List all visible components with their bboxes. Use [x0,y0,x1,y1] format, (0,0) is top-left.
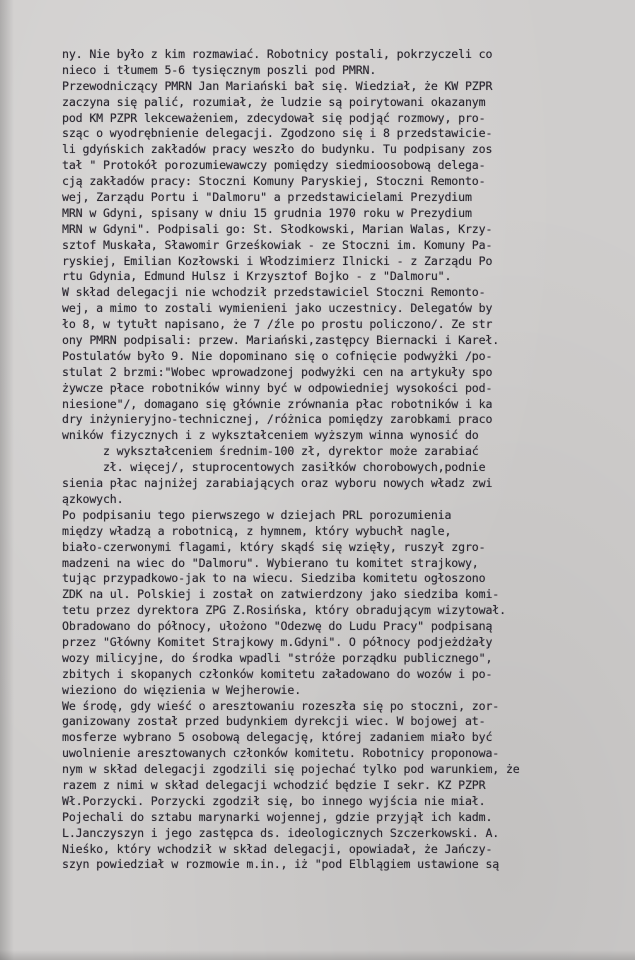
page-shadow-bottom [0,950,635,960]
text-line: żywcze płace robotników winny być w odpowiedniej wysokości pod- [62,380,493,395]
text-line: W skład delegacji nie wchodził przedstawiciel Stoczni Remonto- [62,285,486,300]
text-line: MRN w Gdyni, spisany w dniu 15 grudnia 1970 roku w Prezydium [62,205,472,220]
document-body [62,47,602,889]
text-line: niesione"/, domagano się głównie zrównania płac robotników i ka [62,396,493,411]
text-line: ny. Nie było z kim rozmawiać. Robotnicy postali, pokrzyczeli co [62,47,493,61]
text-line: sienia płac najniżej zarabiających oraz wyboru nowych władz zwi [62,476,493,491]
text-line: ło 8, w tytułt napisano, że 7 /źle po prostu policzono/. Ze str [62,317,493,332]
text-line: między władzą a robotnicą, z hymnem, który wybuchł nagle, [62,523,452,538]
text-line: Nieśko, który wchodził w skład delegacji, opowiadał, że Jańczy- [62,841,493,856]
text-line: ony PMRN podpisali: przew. Mariański,zastępcy Biernacki i Kareł. [62,333,500,348]
text-line: przez "Główny Komitet Strajkowy m.Gdyni". O północy podjeżdżały [62,634,493,649]
text-line: z wykształceniem średnim-100 zł, dyrektor może zarabiać [62,444,479,459]
text-line: Obradowano do północy, ułożono "Odezwę do Ludu Pracy" podpisaną [62,619,493,634]
text-line: zł. więcej/, stuprocentowych zasiłków chorobowych,podnie [62,460,486,475]
text-line: nym w skład delegacji zgodzili się pojechać tylko pod warunkiem, że [62,762,520,777]
text-line: li gdyńskich zakładów pracy weszło do budynku. Tu podpisany zos [62,142,493,157]
text-line: stulat 2 brzmi:"Wobec wprowadzonej podwyżki cen na artykuły spo [62,364,493,379]
text-line: nieco i tłumem 5-6 tysięcznym poszli pod PMRN. [62,62,377,77]
text-line: wozy milicyjne, do środka wpadli "stróże porządku publicznego", [62,650,493,665]
text-line: szyn powiedział w rozmowie m.in., iż "pod Elblągiem ustawione są [62,857,500,872]
text-line: tetu przez dyrektora ZPG Z.Rosińska, który obradującym wizytował. [62,603,506,618]
text-line: ganizowany został przed budynkiem dyrekcji wiec. W bojowej at- [62,714,486,729]
text-line: ZDK na ul. Polskiej i został on zatwierdzony jako siedziba komi- [62,587,500,602]
text-line: wej, a mimo to zostali wymienieni jako uczestnicy. Delegatów by [62,301,493,316]
text-line: tując przypadkowo-jak to na wiecu. Siedziba komitetu ogłoszono [62,571,486,586]
text-line: rtu Gdynia, Edmund Hulsz i Krzysztof Bojko - z "Dalmoru". [62,269,452,284]
text-line: zbitych i skopanych członków komitetu załadowano do wozów i po- [62,666,493,681]
text-line: pod KM PZPR lekceważeniem, zdecydował się podjąć rozmowy, pro- [62,110,486,125]
text-line: Po podpisaniu tego pierwszego w dziejach PRL porozumienia [62,507,452,522]
text-line: wieziono do więzienia w Wejherowie. [62,682,302,697]
text-line: razem z nimi w skład delegacji wchodzić będzie I sekr. KZ PZPR [62,777,486,792]
page-shadow-left [0,0,14,960]
text-line: Przewodniczący PMRN Jan Mariański bał się. Wiedział, że KW PZPR [62,78,493,93]
text-line: zaczyna się palić, rozumiał, że ludzie są poirytowani okazanym [62,94,486,109]
text-line: sząc o wyodrębnienie delegacji. Zgodzono się i 8 przedstawicie- [62,126,493,141]
text-line: ązkowych. [62,491,124,506]
text-line: cją zakładów pracy: Stoczni Komuny Paryskiej, Stoczni Remonto- [62,174,486,189]
text-line [62,873,602,889]
text-line: mosferze wybrano 5 osobową delegację, której zadaniem miało być [62,730,493,745]
text-line: We środę, gdy wieść o aresztowaniu rozeszła się po stoczni, zor- [62,698,500,713]
text-line: sztof Muskała, Sławomir Grześkowiak - ze Stoczni im. Komuny Pa- [62,237,493,252]
text-line: uwolnienie aresztowanych członków komitetu. Robotnicy proponowa- [62,746,500,761]
text-line: Wł.Porzycki. Porzycki zgodził się, bo innego wyjścia nie miał. [62,793,486,808]
text-line: Pojechali do sztabu marynarki wojennej, gdzie przyjął ich kadm. [62,809,493,824]
text-line: biało-czerwonymi flagami, który skądś się wzięły, ruszył zgro- [62,539,486,554]
text-line: MRN w Gdyni". Podpisali go: St. Słodkowski, Marian Walas, Krzy- [62,221,493,236]
text-line: dry inżynieryjno-technicznej, /różnica pomiędzy zarobkami praco [62,412,493,427]
text-line: wników fizycznych i z wykształceniem wyższym winna wynosić do [62,428,479,443]
text-line: tał " Protokół porozumiewawczy pomiędzy siedmioosobową delega- [62,158,486,173]
text-line: wej, Zarządu Portu i "Dalmoru" a przedstawicielami Prezydium [62,190,472,205]
text-line: Postulatów było 9. Nie dopominano się o cofnięcie podwyżki /po- [62,348,493,363]
text-line: madzeni na wiec do "Dalmoru". Wybierano tu komitet strajkowy, [62,555,479,570]
text-line: L.Janczyszyn i jego zastępca ds. ideologicznych Szczerkowski. A. [62,825,500,840]
text-line: ryskiej, Emilian Kozłowski i Włodzimierz Ilnicki - z Zarządu Po [62,253,493,268]
